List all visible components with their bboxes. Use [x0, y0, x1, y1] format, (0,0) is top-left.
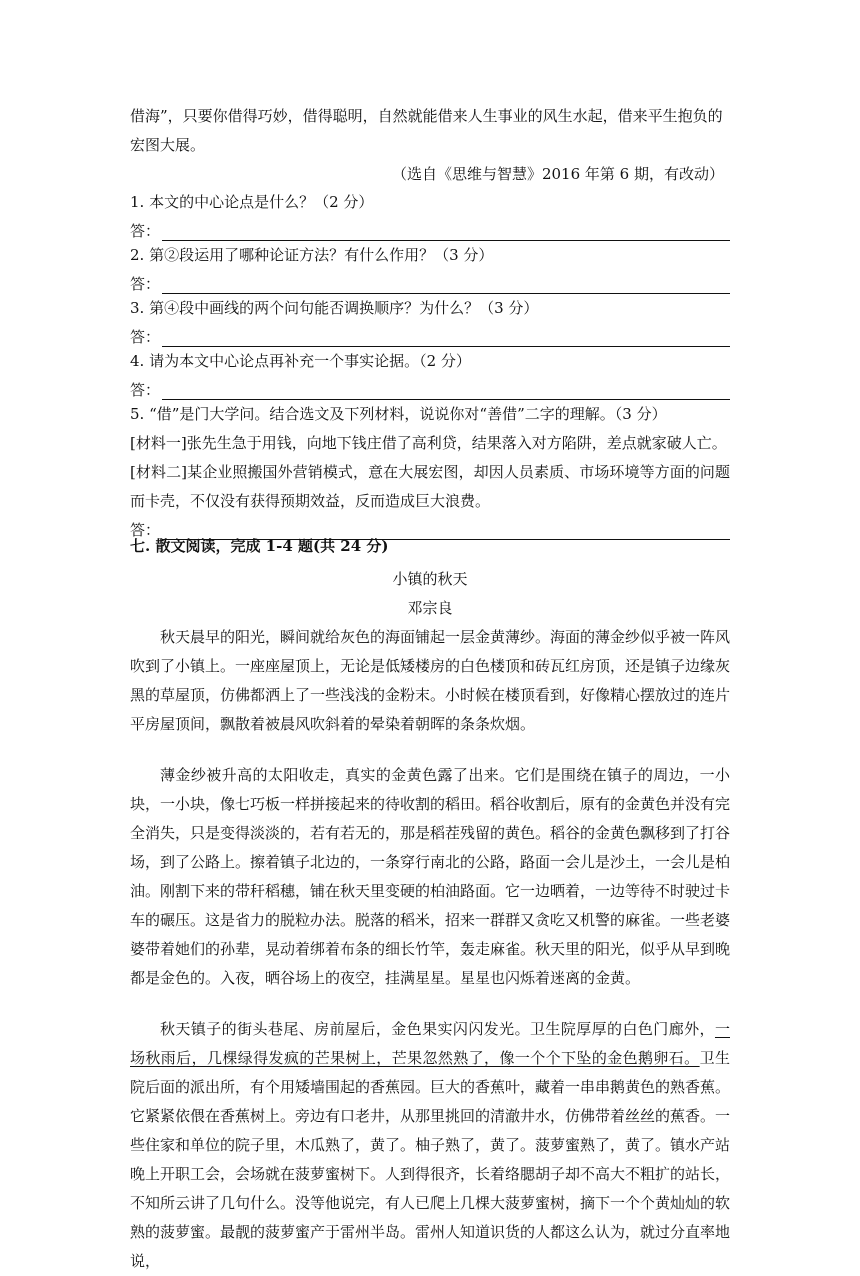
essay-paragraph-1: 秋天晨早的阳光，瞬间就给灰色的海面铺起一层金黄薄纱。海面的薄金纱似乎被一阵风吹到了小镇上。一座座屋顶上，无论是低矮楼房的白色楼顶和砖瓦红房顶，还是镇子边缘灰黑的草屋顶，仿佛都洒上了一些浅浅的金粉末。小时候在楼顶看到，好像精心摆放过的连片平房屋顶间，飘散着被晨风吹斜着的晕染着朝晖的条条炊烟。 — [130, 628, 731, 733]
paragraph-3-rest: 卫生院后面的派出所，有个用矮墙围起的香蕉园。巨大的香蕉叶，藏着一串串鹅黄色的熟香蕉。它紧紧依偎在香蕉树上。旁边有口老井，从那里挑回的清澈井水，仿佛带着丝丝的蕉香。一些住家和单位的院子里，木瓜熟了，黄了。柚子熟了，黄了。菠萝蜜熟了，黄了。镇水产站晚上开职工会，会场就在菠萝蜜树下。人到得很齐，长着络腮胡子却不高大不粗扩的站长，不知所云讲了几句什么。没等他说完，有人已爬上几棵大菠萝蜜树，摘下一个个黄灿灿的软熟的菠萝蜜。最靓的菠萝蜜产于雷州半岛。雷州人知道识货的人都这么认为，就过分直率地说， — [130, 1049, 731, 1270]
intro-line-2: 宏图大展。 — [130, 136, 206, 154]
answer-label: 答： — [130, 381, 161, 399]
section-7 — [130, 532, 730, 1276]
question-1: 1. 本文的中心论点是什么？（2 分） — [130, 193, 374, 211]
paragraph-3-lead: 秋天镇子的街头巷尾、房前屋后，金色果实闪闪发光。卫生院厚厚的白色门廊外， — [160, 1020, 715, 1038]
answer-label: 答： — [130, 222, 161, 240]
answer-line-1[interactable] — [130, 217, 730, 241]
source-citation: （选自《思维与智慧》2016 年第 6 期，有改动） — [391, 165, 724, 183]
answer-line-2[interactable] — [130, 270, 730, 294]
material-2: [材料二]某企业照搬国外营销模式，意在大展宏图，却因人员素质、市场环境等方面的问题而卡壳，不仅没有获得预期效益，反而造成巨大浪费。 — [130, 463, 730, 510]
answer-label: 答： — [130, 521, 161, 539]
questions-block — [130, 188, 730, 540]
essay-paragraph-3 — [130, 1015, 730, 1276]
material-1: [材料一]张先生急于用钱，向地下钱庄借了高利贷，结果落入对方陷阱，差点就家破人亡。 — [130, 434, 727, 452]
essay-paragraph-2: 薄金纱被升高的太阳收走，真实的金黄色露了出来。它们是围绕在镇子的周边，一小块，一小块，像七巧板一样拼接起来的待收割的稻田。稻谷收割后，原有的金黄色并没有完全消失，只是变得淡淡的，若有若无的，那是稻茬残留的黄色。稻谷的金黄色飘移到了打谷场，到了公路上。擦着镇子北边的，一条穿行南北的公路，路面一会儿是沙土，一会儿是柏油。刚割下来的带秆稻穗，铺在秋天里变硬的柏油路面。它一边晒着，一边等待不时驶过卡车的碾压。这是省力的脱粒办法。脱落的稻米，招来一群群又贪吃又机警的麻雀。一些老婆婆带着她们的孙辈，晃动着绑着布条的细长竹竿，轰走麻雀。秋天里的阳光，似乎从早到晚都是金色的。入夜，晒谷场上的夜空，挂满星星。星星也闪烁着迷离的金黄。 — [130, 766, 731, 987]
answer-line-4[interactable] — [130, 376, 730, 400]
answer-line-3[interactable] — [130, 323, 730, 347]
answer-label: 答： — [130, 275, 161, 293]
intro-line-1: 借海”，只要你借得巧妙，借得聪明，自然就能借来人生事业的风生水起，借来平生抱负的 — [130, 107, 723, 125]
question-2: 2. 第②段运用了哪种论证方法？有什么作用？（3 分） — [130, 246, 494, 264]
answer-label: 答： — [130, 328, 161, 346]
question-3: 3. 第④段中画线的两个问句能否调换顺序？为什么？（3 分） — [130, 299, 539, 317]
question-5: 5. “借”是门大学问。结合选文及下列材料，说说你对“善借”二字的理解。（3 分） — [130, 405, 667, 423]
section-heading: 七. 散文阅读，完成 1-4 题(共 24 分) — [130, 537, 389, 555]
essay-author: 邓宗良 — [407, 599, 453, 617]
underlined-sentence: 一场秋雨后，几棵绿得发疯的芒果树上，芒果忽然熟了，像一个个下坠的金色鹅卵石。 — [130, 1020, 730, 1067]
intro-block — [130, 102, 730, 189]
essay-title: 小镇的秋天 — [392, 570, 468, 588]
question-4: 4. 请为本文中心论点再补充一个事实论据。（2 分） — [130, 352, 471, 370]
